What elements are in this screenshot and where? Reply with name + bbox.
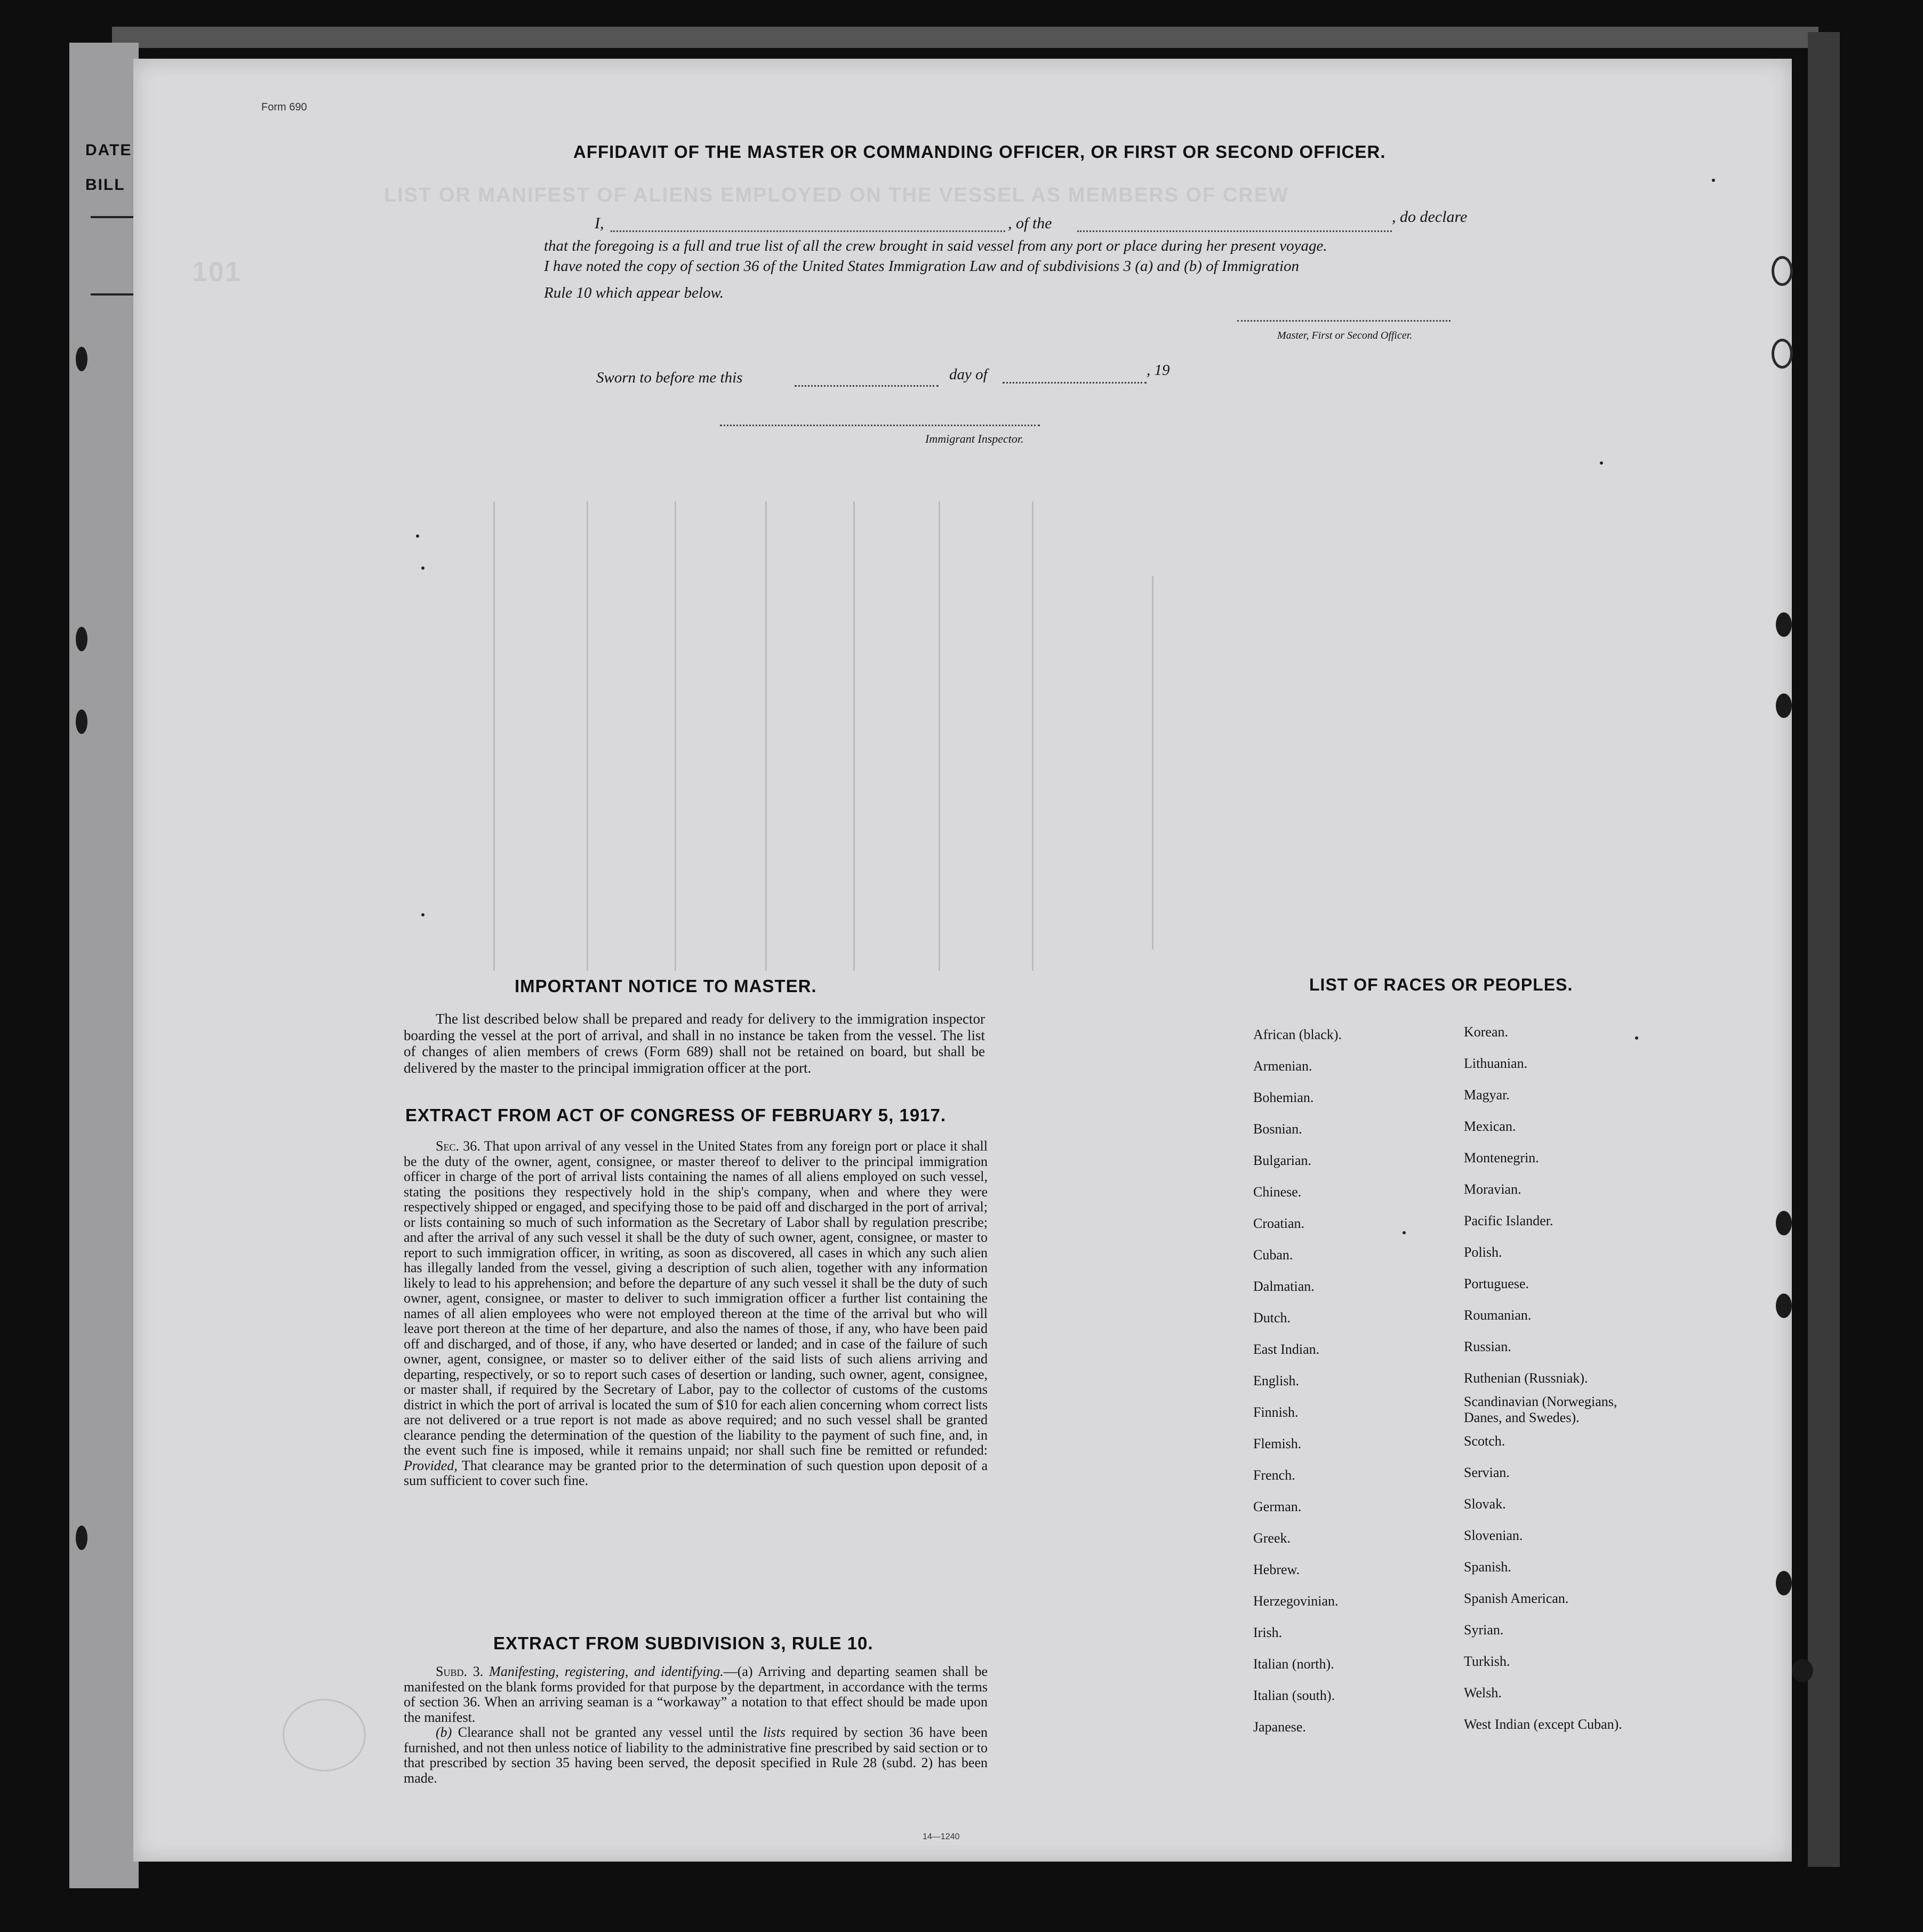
race-item: Hebrew.	[1253, 1562, 1300, 1577]
notice-paragraph: The list described below shall be prepared and ready for delivery to the immigration inspector boarding the vessel at the port of arrival, and shall in no instance be taken from the vessel. The list of changes of alien members of crews (Form 689) shall not be retained on board, but shall be delivered by the master to the principal immigration officer at the port.	[404, 1011, 985, 1076]
binder-hole	[1776, 612, 1792, 637]
affidavit-line3: I have noted the copy of section 36 of the United States Immigration Law and of subdivisions 3 (a) and (b) of Immigration	[544, 258, 1300, 275]
race-item: Slovenian.	[1464, 1528, 1523, 1543]
race-item: Cuban.	[1253, 1247, 1293, 1263]
strip-label-date: DATE	[85, 141, 132, 159]
affidavit-line2: that the foregoing is a full and true list of all the crew brought in said vessel from any port or place during her present voyage.	[544, 237, 1327, 254]
act-extract-title: EXTRACT FROM ACT OF CONGRESS OF FEBRUARY 5, 1917.	[405, 1105, 947, 1125]
form-column-line	[939, 501, 940, 971]
race-item: Chinese.	[1253, 1184, 1302, 1200]
races-column-1	[1253, 1019, 1342, 1743]
binder-notch	[76, 347, 87, 371]
binder-hole	[1776, 1571, 1792, 1595]
race-item: Bulgarian.	[1253, 1153, 1312, 1168]
race-item: Korean.	[1464, 1024, 1509, 1040]
sworn-start: Sworn to before me this	[596, 369, 743, 386]
notice-body	[404, 1011, 985, 1076]
speck	[1712, 179, 1715, 182]
race-item: Bohemian.	[1253, 1090, 1314, 1105]
subd-b-paragraph	[404, 1725, 988, 1786]
race-item: Magyar.	[1464, 1087, 1510, 1103]
page-stack-edge-top	[112, 27, 1818, 48]
binder-hole	[1776, 1294, 1792, 1318]
race-item: Italian (north).	[1253, 1656, 1334, 1672]
race-item: Mexican.	[1464, 1119, 1516, 1134]
race-item: Herzegovinian.	[1253, 1593, 1339, 1609]
sworn-day-blank	[795, 385, 939, 387]
form-column-line	[1032, 501, 1033, 971]
inspector-blank	[720, 425, 1040, 426]
speck	[421, 566, 424, 570]
form-column-line	[853, 501, 855, 971]
race-item: Polish.	[1464, 1244, 1502, 1260]
binder-hole	[1776, 693, 1792, 718]
race-item: Moravian.	[1464, 1181, 1521, 1197]
race-item: Roumanian.	[1464, 1307, 1532, 1323]
form-number: Form 690	[261, 101, 307, 113]
affidavit-line1-mid: , of the	[1008, 214, 1052, 232]
speck	[1635, 1036, 1638, 1040]
subd-b-label: (b)	[436, 1725, 452, 1740]
race-item: Pacific Islander.	[1464, 1213, 1553, 1228]
binder-hole	[1772, 256, 1793, 286]
race-item: Greek.	[1253, 1530, 1291, 1546]
subd-a-paragraph	[404, 1664, 988, 1725]
race-item: Ruthenian (Russniak).	[1464, 1370, 1588, 1386]
race-item: Syrian.	[1464, 1622, 1504, 1638]
race-item: Turkish.	[1464, 1654, 1510, 1669]
sec-36-body-end: That clearance may be granted prior to the determination of such question upon deposit of a sum sufficient to cover such fine.	[404, 1457, 988, 1488]
faint-stamp	[283, 1699, 366, 1771]
race-item: East Indian.	[1253, 1342, 1320, 1357]
sec-36-paragraph	[404, 1139, 988, 1489]
notice-title: IMPORTANT NOTICE TO MASTER.	[515, 976, 817, 996]
race-item: West Indian (except Cuban).	[1464, 1717, 1622, 1732]
vessel-blank	[1077, 230, 1392, 232]
affidavit-line1-end: , do declare	[1392, 208, 1468, 226]
speck	[1403, 1231, 1406, 1234]
binder-hole	[1776, 1211, 1792, 1235]
race-item: Spanish.	[1464, 1559, 1511, 1575]
underlying-page-strip	[69, 43, 139, 1888]
race-item: Spanish American.	[1464, 1591, 1569, 1606]
strip-label-bill: BILL	[85, 176, 125, 194]
race-item: Scandinavian (Norwegians, Danes, and Swedes).	[1464, 1394, 1617, 1425]
race-item: Irish.	[1253, 1625, 1283, 1640]
race-item: Scotch.	[1464, 1433, 1505, 1449]
race-item: Montenegrin.	[1464, 1150, 1539, 1165]
form-column-line	[675, 501, 676, 971]
sworn-year: , 19	[1147, 362, 1170, 379]
inspector-label: Immigrant Inspector.	[925, 432, 1024, 445]
form-column-line	[587, 501, 588, 971]
strip-rule	[91, 216, 133, 218]
race-item: Dutch.	[1253, 1310, 1291, 1326]
bleed-through-heading: LIST OR MANIFEST OF ALIENS EMPLOYED ON THE VESSEL AS MEMBERS OF CREW	[384, 184, 1289, 206]
race-item: German.	[1253, 1499, 1302, 1514]
race-item: Lithuanian.	[1464, 1056, 1528, 1071]
races-title: LIST OF RACES OR PEOPLES.	[1309, 975, 1573, 994]
race-item: African (black).	[1253, 1027, 1342, 1042]
sec-36-body: That upon arrival of any vessel in the United States from any foreign port or place it shall be the duty of the owner, agent, consignee, or master thereof to deliver to the principal immigration officer in charge of the port of arrival lists containing the names of all aliens employed on such vessel, stating the positions they respectively hold in the ship's company, when and where they were respectively shipped or engaged, and specifying those to be paid off and discharged in the port of arrival; or lists containing so much of such information as the Secretary of Labor shall by regulation prescribe; and after the arrival of any such vessel it shall be the duty of such owner, agent, consignee, or master to report to such immigration officer, in writing, as soon as discovered, all cases in which any such alien has illegally landed from the vessel, giving a description of such alien, together with any information likely to lead to his apprehension; and before the departure of any such vessel it shall be the duty of such owner, agent, consignee, or master to deliver to such immigration officer a further list containing the names of all alien employees who were not employed thereon at the time of the arrival but who will leave port thereon at the time of her departure, and also the names of those, if any, who have been paid off and discharged, and of those, if any, who have deserted or landed; and in case of the failure of such owner, agent, consignee, or master so to deliver either of the said lists of such aliens arriving and departing, respectively, or so to report such cases of desertion or landing, such owner, agent, consignee, or master shall, if required by the Secretary of Labor, pay to the collector of customs of the customs district in which the port of arrival is located the sum of $10 for each alien concerning whom correct lists are not delivered or a true report is not made as above required; and no such vessel shall be granted clearance pending the determination of the question of the liability to the payment of such fine, and, in the event such fine is imposed, while it remains unpaid; nor shall such fine be remitted or refunded:	[404, 1138, 988, 1458]
race-item: Flemish.	[1253, 1436, 1302, 1451]
binder-hole	[1772, 339, 1793, 369]
sworn-month-blank	[1003, 382, 1147, 384]
race-item: Croatian.	[1253, 1216, 1305, 1231]
form-column-line	[765, 501, 767, 971]
sec-36-text	[404, 1139, 988, 1489]
bleed-through-number: 101	[192, 257, 242, 288]
race-item: Dalmatian.	[1253, 1279, 1315, 1294]
race-item: French.	[1253, 1467, 1295, 1483]
form-column-line	[1152, 576, 1153, 949]
strip-rule	[91, 293, 133, 296]
sec-36-label: Sec. 36.	[436, 1138, 480, 1154]
speck	[421, 913, 424, 916]
race-item: Russian.	[1464, 1339, 1511, 1354]
binder-notch	[76, 1526, 87, 1550]
speck	[1600, 461, 1603, 465]
rule-10-text	[404, 1664, 988, 1786]
race-item: Portuguese.	[1464, 1276, 1529, 1291]
race-item: Welsh.	[1464, 1685, 1502, 1701]
subd-label: Subd. 3.	[436, 1664, 484, 1679]
affidavit-title: AFFIDAVIT OF THE MASTER OR COMMANDING OFFICER, OR FIRST OR SECOND OFFICER.	[573, 142, 1386, 162]
form-column-line	[493, 501, 495, 971]
race-item: Finnish.	[1253, 1404, 1299, 1420]
signature-label: Master, First or Second Officer.	[1277, 330, 1413, 341]
race-item: Italian (south).	[1253, 1688, 1335, 1703]
subd-b-text-1: Clearance shall not be granted any vessel until the	[458, 1725, 757, 1740]
race-item: English.	[1253, 1373, 1299, 1388]
subd-b-lists: lists	[763, 1725, 786, 1740]
name-blank	[611, 230, 1005, 232]
binder-notch	[76, 627, 87, 651]
subd-b-text-2: required by section 36 have been furnished, and not then unless notice of liability to the administrative fine prescribed by said section or to that prescribed by section 35 having been served, the deposit specified in Rule 28 (subd. 2) has been made.	[404, 1725, 988, 1786]
speck	[416, 534, 419, 538]
sworn-day-label: day of	[949, 366, 988, 383]
affidavit-line4: Rule 10 which appear below.	[544, 284, 724, 301]
print-code: 14—1240	[923, 1832, 960, 1841]
subd-a-body: —(a) Arriving and departing seamen shall be manifested on the blank forms provided for that purpose by the department, in accordance with the terms of section 36. When an arriving seaman is a “workaway” a notation to that effect should be made upon the manifest.	[404, 1664, 988, 1725]
binder-hole	[1792, 1659, 1813, 1682]
page-stack-edge-right	[1808, 32, 1840, 1867]
race-item: Bosnian.	[1253, 1121, 1302, 1137]
sec-36-provided: Provided,	[404, 1457, 458, 1473]
affidavit-line1-start: I,	[595, 214, 604, 232]
signature-blank	[1237, 320, 1451, 322]
binder-notch	[76, 709, 87, 734]
race-item: Japanese.	[1253, 1719, 1306, 1735]
race-item: Slovak.	[1464, 1496, 1506, 1512]
race-item: Servian.	[1464, 1465, 1510, 1480]
subd-title: Manifesting, registering, and identifying.	[489, 1664, 724, 1679]
races-column-2	[1464, 1016, 1634, 1740]
rule-extract-title: EXTRACT FROM SUBDIVISION 3, RULE 10.	[493, 1633, 874, 1653]
race-item: Armenian.	[1253, 1058, 1312, 1074]
